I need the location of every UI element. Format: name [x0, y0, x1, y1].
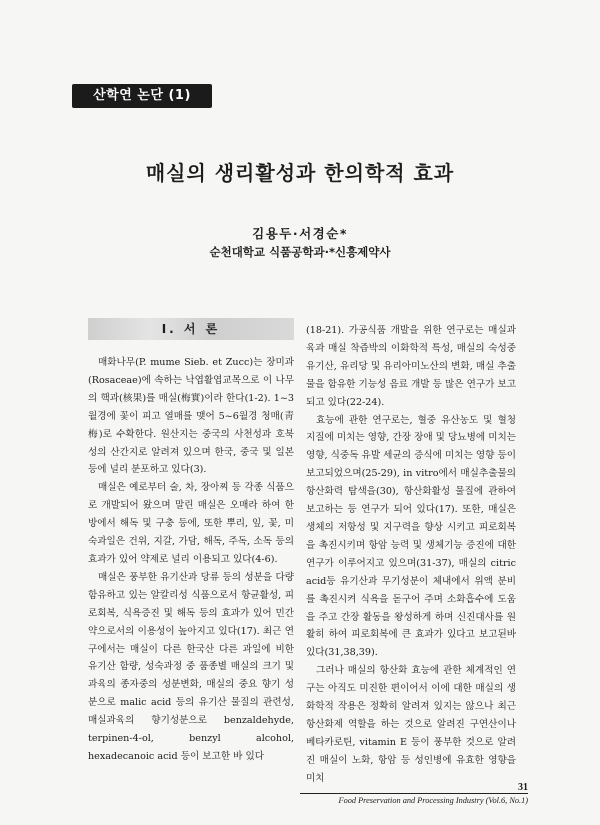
- page-number: 31: [518, 782, 528, 793]
- intro-heading: I. 서 론: [88, 318, 294, 340]
- footer-rule: [300, 793, 528, 794]
- journal-name: Food Preservation and Processing Industry (Vol.6, No.1): [338, 796, 528, 805]
- authors: 김용두·서경순*: [252, 226, 348, 241]
- paragraph: 그러나 매실의 항산화 효능에 관한 체계적인 연구는 아직도 미진한 편이어서 이에 대한 매실의 생화학적 작용은 정확히 알려져 있지는 않으나 최근 항산화제 역할을 하는 것으로 알려진 구연산이나 베타카로틴, vitamin E 등이 풍부한 것으로 알려진 매실이 노화, 항암 등 성인병에 유효한 영향을 미치: [306, 665, 516, 784]
- article-title: 매실의 생리활성과 한의학적 효과: [145, 161, 455, 185]
- left-column: [88, 354, 294, 766]
- paragraph: (18-21). 가공식품 개발을 위한 연구로는 매실과육과 매실 착즙박의 이화학적 특성, 매실의 숙성중 유기산, 유리당 및 유리아미노산의 변화, 매실 추출물을 함유한 기능성 음료 개발 등 많은 연구가 보고되고 있다(22-24).: [306, 325, 516, 408]
- paragraph: 매실은 풍부한 유기산과 당류 등의 성분을 다량 함유하고 있는 알칼리성 식품으로서 항균활성, 피로회복, 식욕증진 및 해독 등의 효과가 있어 민간약으로서의 이용성이 높아지고 있다(17). 최근 연구에서는 매실이 다른 한국산 다른 과일에 비한 유기산 함량, 성숙과정 중 품종별 매실의 크기 및 과육의 종자중의 성분변화, 매실의 중요 향기 성분으로 malic acid 등의 유기산 물질의 관련성, 매실과육의 향기성분으로 benzaldehyde, terpinen-4-ol, benzyl alcohol, hexadecanoic acid 등이 보고한 바 있다: [88, 571, 294, 762]
- paragraph: 매화나무(P. mume Sieb. et Zucc)는 장미과(Rosaceae)에 속하는 낙엽활엽교목으로 이 나무의 핵과(核果)를 매실(梅實)이라 한다(1-2). 1~3월경에 꽃이 피고 열매를 맺어 5~6월경 청매(靑梅)로 수확한다. 원산지는 중국의 사천성과 호북성의 산간지로 알려져 있으며 한국, 중국 및 일본 등에 널리 분포하고 있다(3).: [88, 357, 294, 476]
- paragraph: 매실은 예로부터 술, 차, 장아찌 등 각종 식품으로 개발되어 왔으며 말린 매실은 오매라 하여 한방에서 해독 및 구충 등에, 또한 뿌리, 잎, 꽃, 미숙과일은 건위, 지갈, 가담, 해독, 주독, 소독 등의 효과가 있어 약제로 널리 이용되고 있다(4-6).: [88, 482, 294, 565]
- paragraph: 효능에 관한 연구로는, 혈중 유산농도 및 혈청 지질에 미치는 영향, 간장 장애 및 당뇨병에 미치는 영향, 식중독 유발 세균의 증식에 미치는 영향 등이 보고되었으며(25-29), in vitro에서 매실추출물의 항산화력 탐색을(30), 항산화활성 물질에 관하여 보고하는 등 연구가 되어 있다(17). 또한, 매실은 생체의 저항성 및 지구력을 향상 시키고 피로회복을 촉진시키며 항암 능력 및 생체기능 증진에 대한 연구가 이루어지고 있으며(31-37), 매실의 citric acid등 유기산과 무기성분이 체내에서 위액 분비를 촉진시켜 식욕을 돋구어 주며 소화흡수에 도움을 주고 간장 활동을 왕성하게 하며 신진대사를 원활히 하여 피로회복에 큰 효과가 있다고 보고된바 있다(31,38,39).: [306, 414, 516, 659]
- right-column: [306, 322, 516, 788]
- section-tag: 산학연 논단 (1): [72, 84, 212, 108]
- affiliation: 순천대학교 식품공학과·*신흥제약사: [209, 245, 391, 259]
